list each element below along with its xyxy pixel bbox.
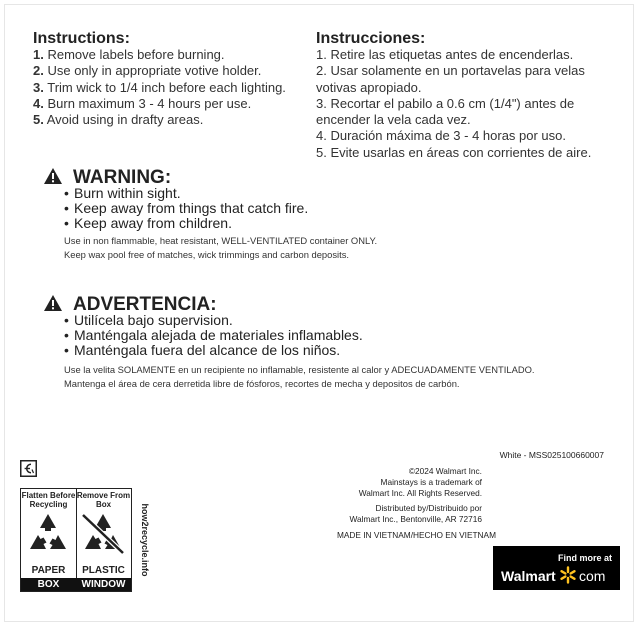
recycle-not-accepted-icon xyxy=(80,511,126,557)
recycle-column-paper xyxy=(21,489,77,591)
instruction-line: 5. Evite usarlas en áreas con corrientes de aire. xyxy=(316,144,592,160)
walmart-spark-icon xyxy=(559,566,577,584)
walmart-domain: com xyxy=(579,568,606,584)
instruction-item: 1. Remove labels before burning. xyxy=(33,47,225,62)
advertencia-bullet: • Manténgala fuera del alcance de los niños. xyxy=(64,343,363,358)
instruction-line: votivas apropiado. xyxy=(316,79,422,95)
advertencia-bullet: • Utilícela bajo supervision. xyxy=(64,313,363,328)
copyright: ©2024 Walmart Inc. xyxy=(408,466,482,476)
warning-bullet: • Keep away from things that catch fire. xyxy=(64,201,308,216)
instruction-line: 2. Usar solamente en un portavelas para velas xyxy=(316,63,585,79)
instruction-item: 3. Trim wick to 1/4 inch before each lighting. xyxy=(33,79,286,95)
warning-title: WARNING: xyxy=(73,167,172,188)
advertencia-bullet: • Manténgala alejada de materiales inflamables. xyxy=(64,328,363,343)
warning-note: Keep wax pool free of matches, wick trimmings and carbon deposits. xyxy=(64,249,350,260)
recycle-item: WINDOW xyxy=(76,578,131,591)
recycle-item: BOX xyxy=(21,578,76,591)
eu-mark-icon xyxy=(20,460,37,477)
sku-code: White - MSS025100660007 xyxy=(499,450,604,460)
distributor-line: Walmart Inc., Bentonville, AR 72716 xyxy=(349,514,482,524)
trademark-line: Walmart Inc. All Rights Reserved. xyxy=(358,488,482,498)
recycle-column-plastic xyxy=(76,489,131,591)
warning-bullet: • Burn within sight. xyxy=(64,186,308,201)
recycle-symbol-icon xyxy=(25,511,71,557)
instruction-line: 4. Duración máxima de 3 - 4 horas por uso. xyxy=(316,128,567,144)
advertencia-note: Mantenga el área de cera derretida libre de fósforos, recortes de mecha y depositos de carbón. xyxy=(64,378,460,389)
advertencia-bullets xyxy=(64,313,363,358)
instructions-title-en: Instructions: xyxy=(33,30,130,47)
instruction-line: 3. Recortar el pabilo a 0.6 cm (1/4") antes de xyxy=(316,95,575,111)
instruction-line: encender la vela cada vez. xyxy=(316,112,471,128)
recycle-instruction: Remove From Box xyxy=(76,491,131,509)
find-more-text: Find more at xyxy=(557,553,612,563)
warning-triangle-icon xyxy=(43,167,63,185)
how2recycle-label xyxy=(20,488,132,592)
instructions-list-en xyxy=(33,47,286,128)
warning-note: Use in non flammable, heat resistant, WELL-VENTILATED container ONLY. xyxy=(64,235,378,246)
warning-triangle-icon xyxy=(43,294,63,312)
instruction-item: 5. Avoid using in drafty areas. xyxy=(33,112,204,128)
advertencia-title: ADVERTENCIA: xyxy=(73,294,217,315)
walmart-wordmark: Walmart xyxy=(501,568,556,584)
advertencia-note: Use la velita SOLAMENTE en un recipiente no inflamable, resistente al calor y ADECUADAMENTE VENTILADO. xyxy=(64,364,535,375)
warning-bullet: • Keep away from children. xyxy=(64,216,308,231)
how2recycle-url: how2recycle.info xyxy=(140,503,150,577)
recycle-material: PAPER xyxy=(31,565,66,576)
recycle-material: PLASTIC xyxy=(82,565,125,576)
instruction-item: 4. Burn maximum 3 - 4 hours per use. xyxy=(33,95,252,111)
walmart-badge xyxy=(493,546,620,590)
made-in: MADE IN VIETNAM/HECHO EN VIETNAM xyxy=(336,530,496,540)
instruction-line: 1. Retire las etiquetas antes de encenderlas. xyxy=(316,47,574,62)
trademark-line: Mainstays is a trademark of xyxy=(380,477,482,487)
instructions-list-es xyxy=(316,47,591,161)
instruction-item: 2. Use only in appropriate votive holder. xyxy=(33,63,262,79)
instructions-title-es: Instrucciones: xyxy=(316,30,426,47)
warning-bullets xyxy=(64,186,308,231)
recycle-instruction: Flatten Before Recycling xyxy=(21,491,76,509)
distributor-line: Distributed by/Distribuido por xyxy=(375,503,482,513)
